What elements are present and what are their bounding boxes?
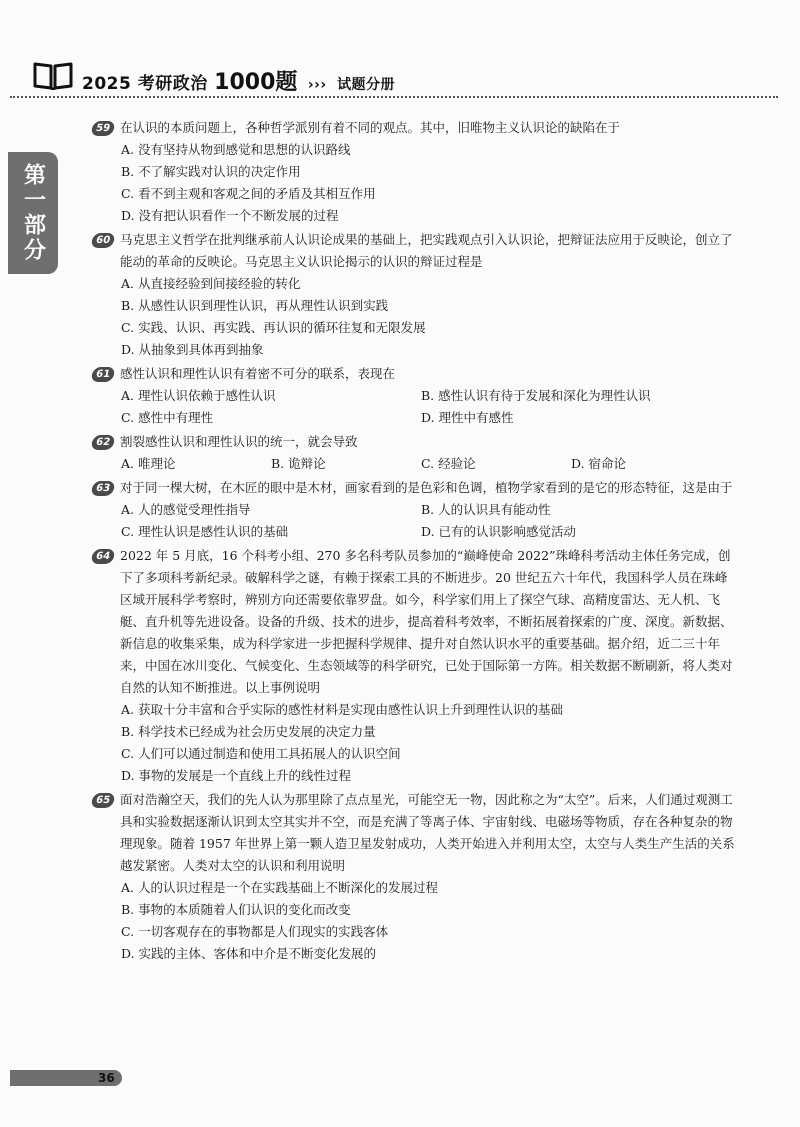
question-number-badge: 61 [90,367,115,382]
question-number-badge: 63 [90,481,115,496]
question-stem: 对于同一棵大树，在木匠的眼中是木材，画家看到的是色彩和色调，植物学家看到的是它的形态特征，这是由于 [120,480,733,495]
answer-option: B. 人的认识具有能动性 [421,502,551,517]
options-group [120,273,738,361]
part-tab [8,152,58,274]
part-tab-label: 第一部分 [20,163,46,263]
book-title [82,65,395,96]
header-divider [10,96,778,98]
answer-option: A. 从直接经验到间接经验的转化 [121,276,301,291]
answer-option: A. 没有坚持从物到感觉和思想的认识路线 [121,142,351,157]
answer-option: D. 事物的发展是一个直线上升的线性过程 [121,768,352,783]
question-item [88,117,738,227]
title-subtitle: 试题分册 [337,77,396,93]
answer-option: B. 感性认识有待于发展和深化为理性认识 [421,388,651,403]
answer-option: B. 科学技术已经成为社会历史发展的决定力量 [121,724,376,739]
answer-option: A. 唯理论 [121,456,176,471]
answer-option: D. 宿命论 [571,456,627,471]
question-item [88,789,738,965]
question-number-badge: 64 [90,549,115,564]
question-list [88,117,738,967]
title-year: 2025 [82,74,132,94]
question-number-badge: 60 [90,233,115,248]
answer-option: D. 实践的主体、客体和中介是不断变化发展的 [121,946,377,961]
answer-option: D. 从抽象到具体再到抽象 [121,342,264,357]
answer-option: A. 人的感觉受理性指导 [121,502,251,517]
question-stem: 2022 年 5 月底，16 个科考小组、270 多名科考队员参加的“巅峰使命 2022”珠峰科考活动主体任务完成，创下了多项科考新纪录。破解科学之谜，有赖于探索工具的不断进步。20 世纪五六十年代，我国科学人员在珠峰区域开展科学考察时，辨别方向还需要依靠罗盘。如今，科学家们用上了探空气球、高精度雷达、无人机、飞艇、直升机等先进设备。设备的升级、技术的进步，提高着科考效率，不断拓展着探索的广度、深度。新数据、新信息的收集采集，成为科学家进一步把握科学规律、提升对自然认识水平的重要基础。据介绍，近二三十年来，中国在冰川变化、气候变化、生态领域等的科学研究，已处于国际第一方阵。相关数据不断刷新，将人类对自然的认知不断推进。以上事例说明 [120,548,733,695]
title-name: 考研政治 [137,74,208,94]
answer-option: A. 人的认识过程是一个在实践基础上不断深化的发展过程 [121,880,438,895]
title-arrows: ››› [307,77,327,93]
question-item [88,545,738,787]
answer-option: C. 一切客观存在的事物都是人们现实的实践客体 [121,924,389,939]
answer-option: B. 诡辩论 [271,456,326,471]
answer-option: D. 已有的认识影响感觉活动 [421,524,577,539]
answer-option: C. 感性中有理性 [121,410,214,425]
question-number-badge: 65 [90,793,115,808]
open-book-icon [32,60,74,90]
question-item [88,431,738,475]
page-header [32,58,772,94]
options-group [120,877,738,965]
answer-option: C. 经验论 [421,456,476,471]
answer-option: C. 看不到主观和客观之间的矛盾及其相互作用 [121,186,376,201]
options-group [120,139,738,227]
question-stem: 感性认识和理性认识有着密不可分的联系，表现在 [120,366,396,381]
answer-option: C. 实践、认识、再实践、再认识的循环往复和无限发展 [121,320,426,335]
options-group [120,453,738,475]
options-group [120,385,738,429]
answer-option: D. 没有把认识看作一个不断发展的过程 [121,208,339,223]
answer-option: B. 从感性认识到理性认识，再从理性认识到实践 [121,298,389,313]
answer-option: B. 事物的本质随着人们认识的变化而改变 [121,902,351,917]
page-number: 36 [98,1071,115,1085]
answer-option: C. 人们可以通过制造和使用工具拓展人的认识空间 [121,746,401,761]
question-stem: 面对浩瀚空天，我们的先人认为那里除了点点星光，可能空无一物，因此称之为“太空”。后来，人们通过观测工具和实验数据逐渐认识到太空其实并不空，而是充满了等离子体、宇宙射线、电磁场等物质，存在各种复杂的物理现象。随着 1957 年世界上第一颗人造卫星发射成功，人类开始进入并利用太空，太空与人类生产生活的关系越发紧密。人类对太空的认识和利用说明 [120,792,735,873]
answer-option: A. 获取十分丰富和合乎实际的感性材料是实现由感性认识上升到理性认识的基础 [121,702,563,717]
question-item [88,229,738,361]
question-number-badge: 59 [90,121,115,136]
question-stem: 在认识的本质问题上，各种哲学派别有着不同的观点。其中，旧唯物主义认识论的缺陷在于 [120,120,621,135]
options-group [120,499,738,543]
answer-option: B. 不了解实践对认识的决定作用 [121,164,301,179]
question-stem: 割裂感性认识和理性认识的统一，就会导致 [120,434,358,449]
title-1000: 1000题 [214,70,298,95]
question-item [88,363,738,429]
answer-option: A. 理性认识依赖于感性认识 [121,388,276,403]
question-item [88,477,738,543]
answer-option: D. 理性中有感性 [421,410,514,425]
options-group [120,699,738,787]
answer-option: C. 理性认识是感性认识的基础 [121,524,289,539]
question-stem: 马克思主义哲学在批判继承前人认识论成果的基础上，把实践观点引入认识论，把辩证法应用于反映论，创立了能动的革命的反映论。马克思主义认识论揭示的认识的辩证过程是 [120,232,733,269]
question-number-badge: 62 [90,435,115,450]
